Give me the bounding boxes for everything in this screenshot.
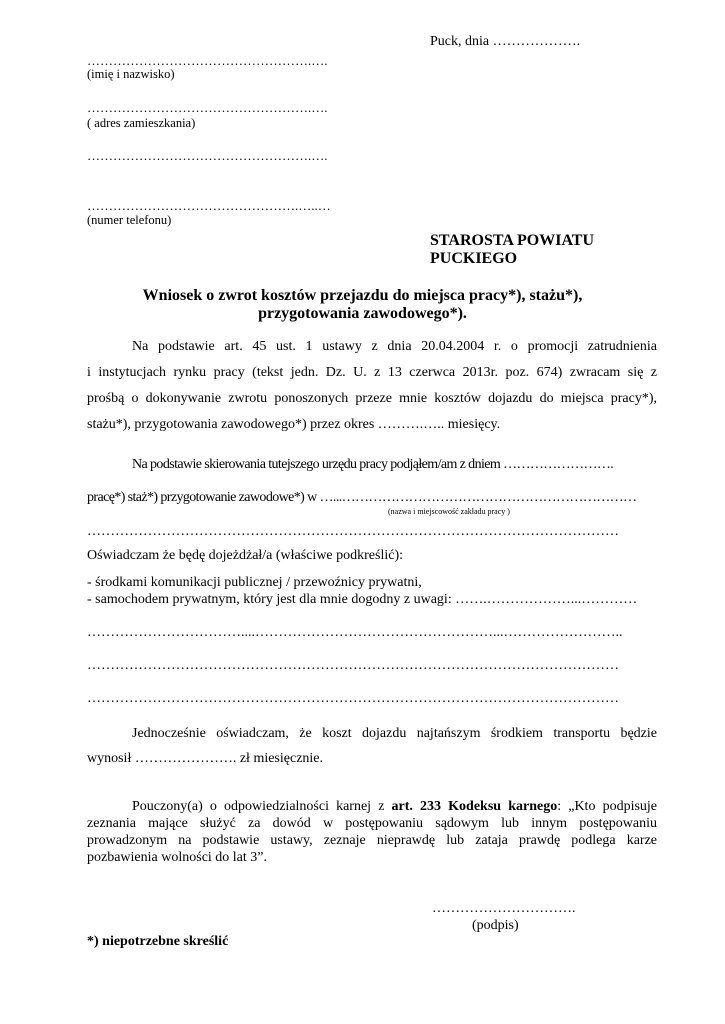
- signature-line[interactable]: ………………………….: [432, 901, 576, 916]
- para2-line-1: Na podstawie skierowania tutejszego urzędu pracy podjąłem/am z dniem …………………….: [132, 457, 614, 472]
- para1-line-3: prośbą o dokonywanie zwrotu ponoszonych przeze mnie kosztów dojazdu do miejsca pracy*),: [87, 391, 657, 406]
- caution-line-4: pozbawienia wolności do lat 3”.: [87, 850, 268, 865]
- address-field-line[interactable]: …………………………………………….….: [87, 100, 328, 115]
- para1-line-2: i instytucjach rynku pracy (tekst jedn. Dz. U. z 13 czerwca 2013r. poz. 674) zwracam się z: [87, 365, 657, 380]
- phone-field-label: (numer telefonu): [87, 213, 172, 227]
- caution-article: art. 233 Kodeksu karnego: [391, 799, 558, 814]
- document-title-line-1: Wniosek o zwrot kosztów przejazdu do miejsca pracy*), stażu*),: [142, 287, 583, 304]
- commute-declaration: Oświadczam że będę dojeżdżał/a (właściwe podkreślić):: [87, 548, 404, 563]
- reason-line-3[interactable]: ……………………………………………………………………………………………………: [87, 691, 619, 706]
- addressee-line-2: PUCKIEGO: [430, 250, 518, 267]
- name-field-label: (imię i nazwisko): [87, 67, 175, 81]
- addressee-line-1: STAROSTA POWIATU: [430, 232, 595, 249]
- reason-line-1[interactable]: ……………………………....……………………………………………...……………………..: [87, 625, 623, 640]
- place-date: Puck, dnia ……………….: [430, 34, 581, 49]
- address2-field-line[interactable]: …………………………………………….….: [87, 148, 328, 163]
- caution-line-3: prowadzonym na podstawie ustawy, zeznaje nieprawdę lub zataja prawdę podlega karze: [87, 833, 657, 848]
- para1-line-1: Na podstawie art. 45 ust. 1 ustawy z dnia 20.04.2004 r. o promocji zatrudnienia: [132, 339, 657, 354]
- para2-line-3[interactable]: ……………………………………………………………………………………………………: [87, 524, 619, 539]
- commute-option-car[interactable]: - samochodem prywatnym, który jest dla mnie dogodny z uwagi: …….………………...…………: [87, 592, 638, 607]
- para1-line-4: stażu*), przygotowania zawodowego*) przez okres ……….….. miesięcy.: [87, 417, 501, 432]
- para2-line-2: pracę*) staż*) przygotowanie zawodowe*) w …...…………………………………………………………: [87, 490, 637, 505]
- document-title-line-2: przygotowania zawodowego*).: [258, 305, 467, 322]
- caution-lead: Pouczony(a) o odpowiedzialności karnej z: [132, 799, 392, 814]
- caution-line-1: [132, 799, 657, 815]
- commute-option-public[interactable]: - środkami komunikacji publicznej / przewoźnicy prywatni,: [87, 575, 422, 590]
- caution-rest: : „Kto podpisuje: [557, 799, 658, 814]
- name-field-line[interactable]: …………………………………………….….: [87, 53, 328, 68]
- cost-line-1: Jednocześnie oświadczam, że koszt dojazdu najtańszym środkiem transportu będzie: [132, 726, 657, 741]
- reason-line-2[interactable]: ……………………………………………………………………………………………………: [87, 658, 619, 673]
- phone-field-line[interactable]: ………………………………………….…..…: [87, 198, 331, 213]
- workplace-caption: (nazwa i miejscowość zakładu pracy ): [388, 507, 510, 516]
- caution-line-2: zeznania mające służyć za dowód w postępowaniu sądowym lub innym postępowaniu: [87, 816, 657, 831]
- address-field-label: ( adres zamieszkania): [87, 116, 196, 130]
- footnote: *) niepotrzebne skreślić: [87, 934, 229, 949]
- signature-label: (podpis): [472, 918, 519, 933]
- cost-line-2: wynosił …………………. zł miesięcznie.: [87, 751, 324, 766]
